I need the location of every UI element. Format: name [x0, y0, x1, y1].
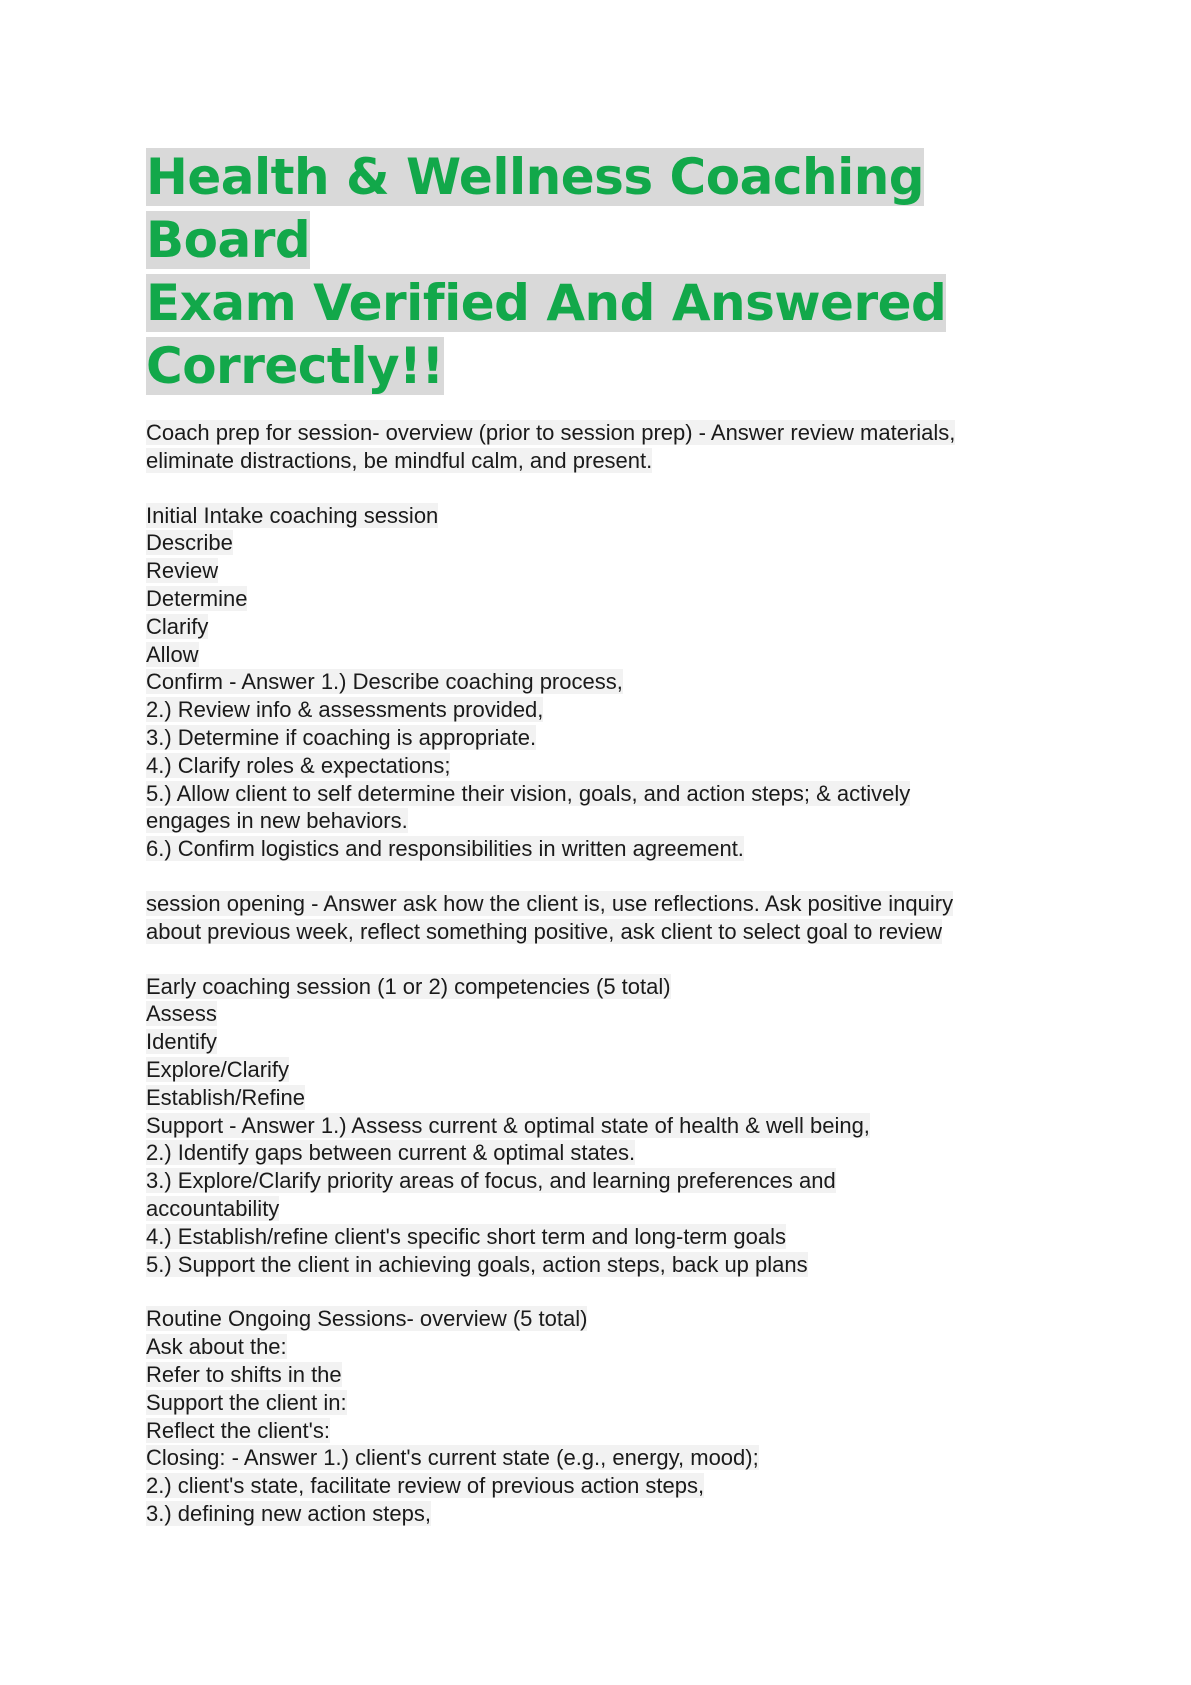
text-line-content: Identify — [146, 1029, 217, 1055]
text-line-content: Review — [146, 558, 219, 584]
title-line: Correctly!! — [146, 337, 444, 395]
text-line-content: 4.) Establish/refine client's specific short term and long-term goals — [146, 1223, 787, 1249]
text-line — [146, 807, 1066, 835]
text-line-content: 5.) Support the client in achieving goals, action steps, back up plans — [146, 1251, 808, 1277]
text-line-content: 3.) defining new action steps, — [146, 1500, 431, 1526]
text-line — [146, 447, 1066, 475]
text-line — [146, 1472, 1066, 1500]
text-line-content: Ask about the: — [146, 1334, 287, 1360]
qa-block — [146, 419, 1066, 475]
text-line — [146, 890, 1066, 918]
text-line — [146, 1417, 1066, 1445]
text-line — [146, 1444, 1066, 1472]
text-line — [146, 1361, 1066, 1389]
text-line-content: Closing: - Answer 1.) client's current state (e.g., energy, mood); — [146, 1445, 759, 1471]
text-line-content: 6.) Confirm logistics and responsibilities in written agreement. — [146, 836, 744, 862]
title-line: Health & Wellness Coaching Board — [146, 148, 925, 269]
text-line — [146, 1139, 1066, 1167]
text-line — [146, 1028, 1066, 1056]
text-line — [146, 835, 1066, 863]
text-line-content: Reflect the client's: — [146, 1417, 330, 1443]
qa-block — [146, 1305, 1066, 1527]
text-line — [146, 613, 1066, 641]
document-body — [146, 419, 1066, 1555]
text-line-content: Establish/Refine — [146, 1084, 305, 1110]
text-line-content: 3.) Explore/Clarify priority areas of focus, and learning preferences and — [146, 1168, 836, 1194]
text-line-content: 2.) Identify gaps between current & optimal states. — [146, 1140, 636, 1166]
text-line — [146, 1305, 1066, 1333]
text-line-content: about previous week, reflect something positive, ask client to select goal to review — [146, 918, 943, 944]
text-line-content: Initial Intake coaching session — [146, 502, 439, 528]
text-line-content: 4.) Clarify roles & expectations; — [146, 752, 451, 778]
qa-block — [146, 890, 1066, 946]
text-line-content: eliminate distractions, be mindful calm, and present. — [146, 447, 653, 473]
document-title — [146, 146, 1066, 398]
text-line — [146, 1084, 1066, 1112]
text-line — [146, 1056, 1066, 1084]
text-line-content: Confirm - Answer 1.) Describe coaching process, — [146, 669, 623, 695]
text-line — [146, 585, 1066, 613]
text-line-content: Explore/Clarify — [146, 1056, 290, 1082]
text-line-content: Assess — [146, 1001, 217, 1027]
text-line-content: session opening - Answer ask how the client is, use reflections. Ask positive inquiry — [146, 890, 954, 916]
text-line — [146, 641, 1066, 669]
text-line-content: Routine Ongoing Sessions- overview (5 total) — [146, 1306, 588, 1332]
text-line-content: Clarify — [146, 613, 209, 639]
text-line — [146, 1223, 1066, 1251]
text-line-content: 2.) client's state, facilitate review of previous action steps, — [146, 1473, 705, 1499]
text-line-content: Early coaching session (1 or 2) competencies (5 total) — [146, 973, 671, 999]
text-line-content: 2.) Review info & assessments provided, — [146, 697, 544, 723]
text-line — [146, 1195, 1066, 1223]
text-line-content: Allow — [146, 641, 199, 667]
text-line — [146, 1389, 1066, 1417]
text-line — [146, 724, 1066, 752]
text-line — [146, 780, 1066, 808]
text-line — [146, 1333, 1066, 1361]
text-line-content: Coach prep for session- overview (prior to session prep) - Answer review materials, — [146, 420, 956, 445]
text-line-content: Determine — [146, 585, 248, 611]
text-line-content: Support - Answer 1.) Assess current & optimal state of health & well being, — [146, 1112, 870, 1138]
text-line — [146, 752, 1066, 780]
text-line — [146, 1500, 1066, 1528]
text-line — [146, 1251, 1066, 1279]
text-line-content: Describe — [146, 530, 233, 556]
text-line — [146, 419, 1066, 447]
text-line — [146, 668, 1066, 696]
text-line — [146, 1112, 1066, 1140]
qa-block — [146, 502, 1066, 863]
title-line: Exam Verified And Answered — [146, 274, 947, 332]
text-line — [146, 1000, 1066, 1028]
text-line-content: accountability — [146, 1195, 280, 1221]
text-line-content: Refer to shifts in the — [146, 1361, 342, 1387]
text-line-content: Support the client in: — [146, 1389, 347, 1415]
text-line — [146, 918, 1066, 946]
document-page — [146, 146, 1066, 1526]
text-line-content: 5.) Allow client to self determine their vision, goals, and action steps; & actively — [146, 780, 911, 806]
text-line — [146, 696, 1066, 724]
text-line-content: 3.) Determine if coaching is appropriate. — [146, 724, 537, 750]
text-line — [146, 1167, 1066, 1195]
text-line — [146, 529, 1066, 557]
text-line — [146, 502, 1066, 530]
text-line-content: engages in new behaviors. — [146, 808, 408, 834]
text-line — [146, 973, 1066, 1001]
text-line — [146, 557, 1066, 585]
qa-block — [146, 973, 1066, 1279]
